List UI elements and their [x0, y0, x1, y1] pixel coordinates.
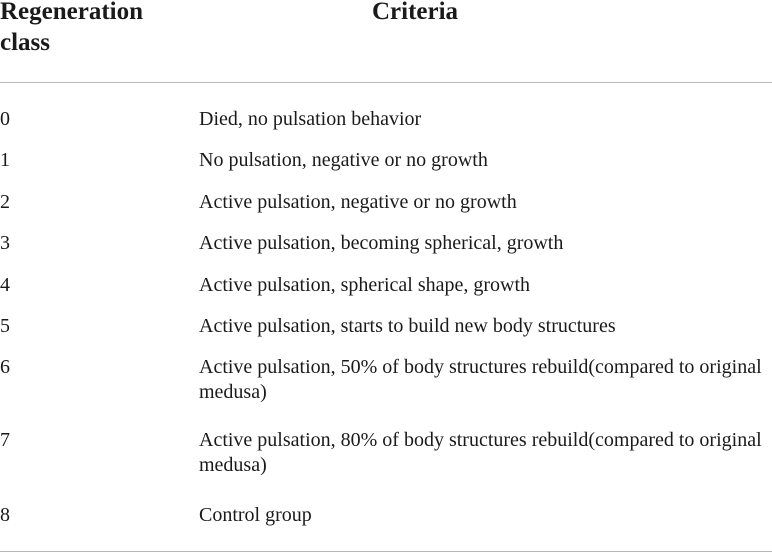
criteria-cell: Active pulsation, becoming spherical, growth — [199, 232, 564, 254]
criteria-cell: Active pulsation, spherical shape, growth — [199, 274, 531, 296]
regeneration-class-cell: 4 — [0, 274, 10, 296]
regeneration-class-cell: 7 — [0, 429, 10, 451]
header-divider — [0, 82, 772, 83]
regeneration-class-cell: 1 — [0, 149, 10, 171]
table-header — [0, 0, 772, 82]
criteria-cell: Control group — [199, 504, 312, 526]
regeneration-class-cell: 0 — [0, 108, 10, 130]
header-regeneration-class: Regeneration class — [0, 0, 144, 56]
regeneration-class-cell: 6 — [0, 356, 10, 378]
regeneration-class-cell: 2 — [0, 191, 10, 213]
criteria-cell: Active pulsation, starts to build new body structures — [199, 315, 616, 337]
criteria-cell: No pulsation, negative or no growth — [199, 149, 488, 171]
criteria-cell: Died, no pulsation behavior — [199, 108, 422, 130]
table-bottom-rule — [0, 551, 772, 552]
criteria-cell: Active pulsation, negative or no growth — [199, 191, 517, 213]
criteria-cell: Active pulsation, 80% of body structures rebuild(compared to original medusa) — [199, 429, 762, 476]
regeneration-class-cell: 5 — [0, 315, 10, 337]
regeneration-class-cell: 3 — [0, 232, 10, 254]
regeneration-class-cell: 8 — [0, 504, 10, 526]
header-criteria: Criteria — [371, 0, 459, 25]
criteria-cell: Active pulsation, 50% of body structures rebuild(compared to original medusa) — [199, 356, 762, 403]
